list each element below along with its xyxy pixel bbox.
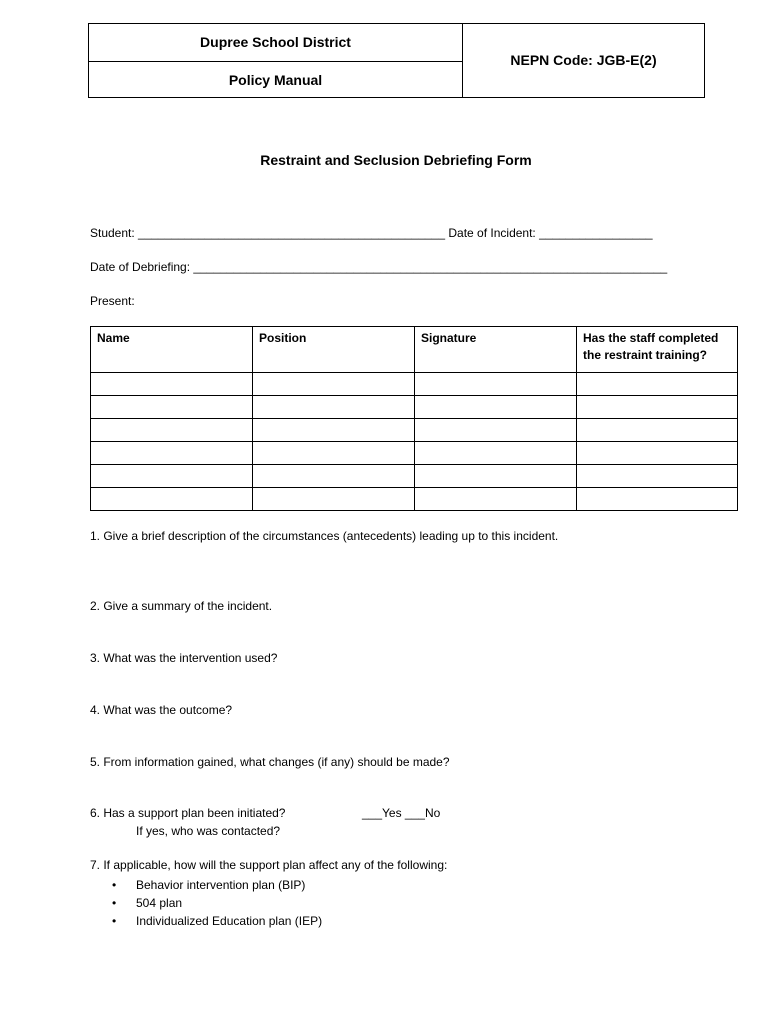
- district-name: Dupree School District: [200, 34, 351, 50]
- table-cell[interactable]: [415, 396, 577, 419]
- table-cell[interactable]: [253, 396, 415, 419]
- col-header-name: Name: [91, 327, 253, 373]
- staff-table: [90, 326, 738, 511]
- table-header-row: [91, 327, 738, 373]
- table-cell[interactable]: [91, 396, 253, 419]
- question-6: 6. Has a support plan been initiated?: [90, 806, 286, 820]
- table-cell[interactable]: [91, 442, 253, 465]
- header-left-cell: [89, 24, 463, 97]
- table-cell[interactable]: [253, 488, 415, 511]
- staff-table-body: [91, 373, 738, 511]
- question-3: 3. What was the intervention used?: [90, 651, 278, 665]
- table-cell[interactable]: [577, 373, 738, 396]
- table-cell[interactable]: [415, 442, 577, 465]
- question-6-options: ___Yes ___No: [362, 806, 441, 820]
- table-cell[interactable]: [577, 488, 738, 511]
- table-cell[interactable]: [577, 442, 738, 465]
- table-cell[interactable]: [253, 465, 415, 488]
- debriefing-date-line: Date of Debriefing: _______________________________________________________________________: [90, 260, 668, 274]
- table-cell[interactable]: [415, 488, 577, 511]
- table-row: [91, 465, 738, 488]
- question-7: 7. If applicable, how will the support plan affect any of the following:: [90, 858, 448, 872]
- student-field-line: Student: ______________________________________________ Date of Incident: _________________: [90, 226, 653, 240]
- question-2: 2. Give a summary of the incident.: [90, 599, 273, 613]
- table-cell[interactable]: [577, 419, 738, 442]
- col-header-signature: Signature: [415, 327, 577, 373]
- policy-header-box: [88, 23, 705, 98]
- table-cell[interactable]: [91, 465, 253, 488]
- form-title: Restraint and Seclusion Debriefing Form: [260, 152, 532, 168]
- header-divider: [89, 61, 463, 62]
- table-cell[interactable]: [91, 373, 253, 396]
- table-row: [91, 488, 738, 511]
- table-cell[interactable]: [415, 373, 577, 396]
- nepn-code: NEPN Code: JGB-E(2): [510, 52, 657, 68]
- table-cell[interactable]: [91, 419, 253, 442]
- table-cell[interactable]: [253, 442, 415, 465]
- table-cell[interactable]: [415, 465, 577, 488]
- list-item: • Behavior intervention plan (BIP): [112, 876, 322, 894]
- table-cell[interactable]: [91, 488, 253, 511]
- col-header-position: Position: [253, 327, 415, 373]
- table-cell[interactable]: [253, 373, 415, 396]
- table-cell[interactable]: [577, 465, 738, 488]
- table-row: [91, 396, 738, 419]
- col-header-training: Has the staff completed the restraint training?: [577, 327, 738, 373]
- table-row: [91, 419, 738, 442]
- table-row: [91, 373, 738, 396]
- list-item: • Individualized Education plan (IEP): [112, 912, 322, 930]
- manual-name: Policy Manual: [228, 72, 323, 88]
- question-1: 1. Give a brief description of the circumstances (antecedents) leading up to this incident.: [90, 529, 559, 543]
- question-7-list: [112, 876, 322, 930]
- table-cell[interactable]: [415, 419, 577, 442]
- question-4: 4. What was the outcome?: [90, 703, 233, 717]
- table-cell[interactable]: [577, 396, 738, 419]
- table-cell[interactable]: [253, 419, 415, 442]
- question-5: 5. From information gained, what changes (if any) should be made?: [90, 755, 450, 769]
- present-label: Present:: [90, 294, 135, 308]
- question-6-followup: If yes, who was contacted?: [136, 824, 281, 838]
- list-item: • 504 plan: [112, 894, 322, 912]
- table-row: [91, 442, 738, 465]
